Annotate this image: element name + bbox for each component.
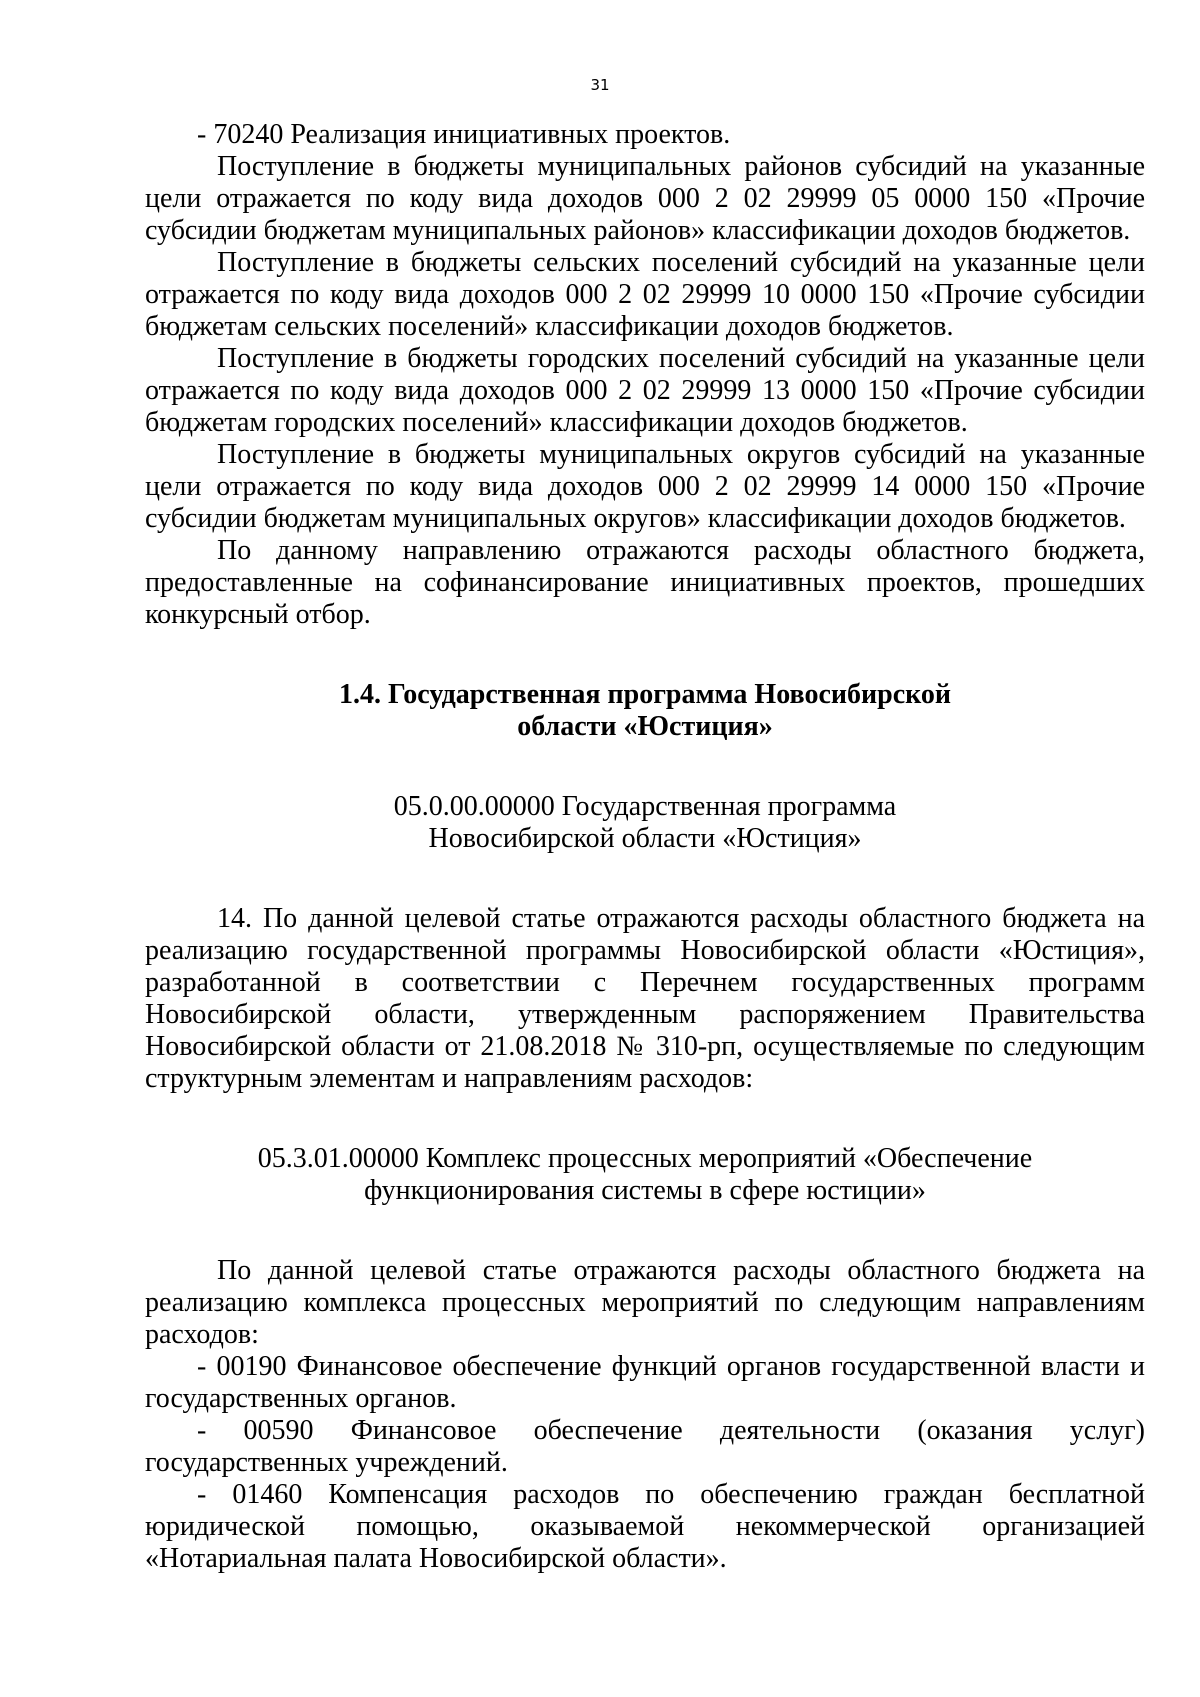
document-body	[145, 119, 1145, 1575]
list-item-70240: - 70240 Реализация инициативных проектов.	[197, 119, 731, 150]
paragraph-14: 14. По данной целевой статье отражаются расходы областного бюджета на реализацию государственной программы Новосибирской области «Юстиция», разработанной в соответствии с Перечнем государственных программ Новосибирской области, утвержденным распоряжением Правительства Новосибирской области от 21.08.2018 № 310-рп, осуществляемые по следующим структурным элементам и направлениям расходов:	[145, 903, 1145, 1094]
complex-code-line-2: функционирования системы в сфере юстиции»	[364, 1175, 926, 1206]
section-heading: 1.4. Государственная программа Новосибирской области «Юстиция»	[338, 679, 952, 742]
list-item-00190: - 00190 Финансовое обеспечение функций органов государственной власти и государственных органов.	[145, 1351, 1145, 1414]
list-item-00590: - 00590 Финансовое обеспечение деятельности (оказания услуг) государственных учреждений.	[145, 1415, 1145, 1478]
paragraph-municipal-districts: Поступление в бюджеты муниципальных районов субсидий на указанные цели отражается по коду вида доходов 000 2 02 29999 05 0000 150 «Прочие субсидии бюджетам муниципальных районов» классификации доходов бюджетов.	[145, 151, 1145, 246]
paragraph-rural-settlements: Поступление в бюджеты сельских поселений субсидий на указанные цели отражается по коду вида доходов 000 2 02 29999 10 0000 150 «Прочие субсидии бюджетам сельских поселений» классификации доходов бюджетов.	[145, 247, 1145, 342]
program-code-block	[145, 791, 1145, 855]
program-code-line-1: 05.0.00.00000 Государственная программа	[393, 791, 897, 822]
paragraph-complex-intro: По данной целевой статье отражаются расходы областного бюджета на реализацию комплекса процессных мероприятий по следующим направлениям расходов:	[145, 1255, 1145, 1350]
paragraph-initiative-projects: По данному направлению отражаются расходы областного бюджета, предоставленные на софинансирование инициативных проектов, прошедших конкурсный отбор.	[145, 535, 1145, 630]
paragraph-urban-settlements: Поступление в бюджеты городских поселений субсидий на указанные цели отражается по коду вида доходов 000 2 02 29999 13 0000 150 «Прочие субсидии бюджетам городских поселений» классификации доходов бюджетов.	[145, 343, 1145, 438]
complex-code-line-1: 05.3.01.00000 Комплекс процессных мероприятий «Обеспечение	[257, 1143, 1033, 1174]
paragraph-municipal-okrugs: Поступление в бюджеты муниципальных округов субсидий на указанные цели отражается по коду вида доходов 000 2 02 29999 14 0000 150 «Прочие субсидии бюджетам муниципальных округов» классификации доходов бюджетов.	[145, 439, 1145, 534]
program-code-line-2: Новосибирской области «Юстиция»	[428, 823, 862, 854]
list-item-01460: - 01460 Компенсация расходов по обеспечению граждан бесплатной юридической помощью, оказываемой некоммерческой организацией «Нотариальная палата Новосибирской области».	[145, 1479, 1145, 1574]
page-number: 31	[590, 76, 610, 94]
complex-code-block	[145, 1143, 1145, 1207]
